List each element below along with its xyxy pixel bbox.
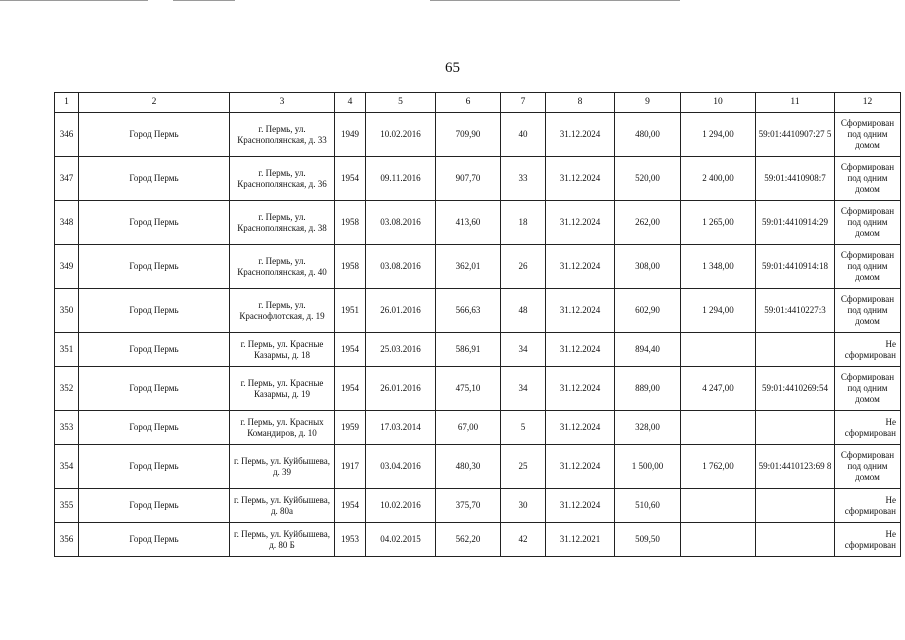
status-cell: Не сформирован (835, 411, 901, 445)
year-cell: 1953 (335, 523, 366, 557)
cadastral-number-cell: 59:01:4410914:29 (756, 201, 835, 245)
year-cell: 1954 (335, 489, 366, 523)
cadastral-number-cell (756, 411, 835, 445)
address-cell: г. Пермь, ул. Красные Казармы, д. 19 (230, 367, 335, 411)
status-cell: Сформирован под одним домом (835, 445, 901, 489)
address-cell: г. Пермь, ул. Краснополянская, д. 36 (230, 157, 335, 201)
year-cell: 1954 (335, 157, 366, 201)
status-cell: Сформирован под одним домом (835, 245, 901, 289)
deadline-cell: 31.12.2024 (546, 245, 615, 289)
municipality-cell: Город Пермь (79, 411, 230, 445)
scan-edge-line-middle (173, 0, 235, 1)
municipality-cell: Город Пермь (79, 445, 230, 489)
table-row (55, 411, 901, 445)
cadastral-number-cell: 59:01:4410914:18 (756, 245, 835, 289)
date-cell: 03.04.2016 (366, 445, 436, 489)
date-cell: 03.08.2016 (366, 201, 436, 245)
percent-cell: 34 (501, 333, 546, 367)
address-cell: г. Пермь, ул. Краснополянская, д. 33 (230, 113, 335, 157)
date-cell: 17.03.2014 (366, 411, 436, 445)
year-cell: 1951 (335, 289, 366, 333)
value10-cell: 4 247,00 (681, 367, 756, 411)
cadastral-number-cell (756, 523, 835, 557)
percent-cell: 26 (501, 245, 546, 289)
value9-cell: 509,50 (615, 523, 681, 557)
percent-cell: 5 (501, 411, 546, 445)
row-number-cell: 349 (55, 245, 79, 289)
date-cell: 10.02.2016 (366, 489, 436, 523)
row-number-cell: 354 (55, 445, 79, 489)
status-cell: Сформирован под одним домом (835, 201, 901, 245)
column-header: 6 (436, 93, 501, 113)
area-cell: 475,10 (436, 367, 501, 411)
row-number-cell: 347 (55, 157, 79, 201)
column-header: 9 (615, 93, 681, 113)
value9-cell: 602,90 (615, 289, 681, 333)
status-cell: Сформирован под одним домом (835, 367, 901, 411)
deadline-cell: 31.12.2021 (546, 523, 615, 557)
percent-cell: 30 (501, 489, 546, 523)
municipality-cell: Город Пермь (79, 113, 230, 157)
table-row (55, 367, 901, 411)
value9-cell: 520,00 (615, 157, 681, 201)
value9-cell: 1 500,00 (615, 445, 681, 489)
date-cell: 04.02.2015 (366, 523, 436, 557)
column-header: 2 (79, 93, 230, 113)
row-number-cell: 353 (55, 411, 79, 445)
area-cell: 362,01 (436, 245, 501, 289)
column-header: 7 (501, 93, 546, 113)
scan-edge-line-left (0, 0, 148, 1)
table-row (55, 289, 901, 333)
date-cell: 10.02.2016 (366, 113, 436, 157)
row-number-cell: 350 (55, 289, 79, 333)
year-cell: 1954 (335, 367, 366, 411)
percent-cell: 40 (501, 113, 546, 157)
table-row (55, 445, 901, 489)
row-number-cell: 355 (55, 489, 79, 523)
row-number-cell: 356 (55, 523, 79, 557)
column-header: 11 (756, 93, 835, 113)
value9-cell: 889,00 (615, 367, 681, 411)
year-cell: 1949 (335, 113, 366, 157)
table-row (55, 157, 901, 201)
column-header: 3 (230, 93, 335, 113)
cadastral-number-cell: 59:01:4410907:27 5 (756, 113, 835, 157)
status-cell: Не сформирован (835, 333, 901, 367)
value10-cell (681, 411, 756, 445)
percent-cell: 42 (501, 523, 546, 557)
cadastral-number-cell: 59:01:4410227:3 (756, 289, 835, 333)
value10-cell (681, 489, 756, 523)
column-header: 1 (55, 93, 79, 113)
year-cell: 1959 (335, 411, 366, 445)
area-cell: 586,91 (436, 333, 501, 367)
date-cell: 26.01.2016 (366, 289, 436, 333)
status-cell: Сформирован под одним домом (835, 113, 901, 157)
deadline-cell: 31.12.2024 (546, 201, 615, 245)
value10-cell: 2 400,00 (681, 157, 756, 201)
value10-cell (681, 523, 756, 557)
value10-cell: 1 348,00 (681, 245, 756, 289)
scan-edge-line-right (430, 0, 680, 1)
table-row (55, 489, 901, 523)
row-number-cell: 348 (55, 201, 79, 245)
page-number: 65 (445, 60, 460, 76)
date-cell: 03.08.2016 (366, 245, 436, 289)
cadastral-number-cell (756, 489, 835, 523)
value10-cell: 1 294,00 (681, 113, 756, 157)
table-row (55, 333, 901, 367)
cadastral-number-cell: 59:01:4410269:54 (756, 367, 835, 411)
cadastral-number-cell: 59:01:4410123:69 8 (756, 445, 835, 489)
date-cell: 26.01.2016 (366, 367, 436, 411)
status-cell: Не сформирован (835, 523, 901, 557)
value10-cell: 1 294,00 (681, 289, 756, 333)
municipality-cell: Город Пермь (79, 523, 230, 557)
deadline-cell: 31.12.2024 (546, 445, 615, 489)
area-cell: 562,20 (436, 523, 501, 557)
address-cell: г. Пермь, ул. Красных Командиров, д. 10 (230, 411, 335, 445)
status-cell: Сформирован под одним домом (835, 289, 901, 333)
value9-cell: 510,60 (615, 489, 681, 523)
column-header: 10 (681, 93, 756, 113)
area-cell: 907,70 (436, 157, 501, 201)
municipality-cell: Город Пермь (79, 367, 230, 411)
column-header: 8 (546, 93, 615, 113)
percent-cell: 34 (501, 367, 546, 411)
deadline-cell: 31.12.2024 (546, 157, 615, 201)
column-header: 4 (335, 93, 366, 113)
year-cell: 1958 (335, 245, 366, 289)
municipality-cell: Город Пермь (79, 157, 230, 201)
deadline-cell: 31.12.2024 (546, 489, 615, 523)
deadline-cell: 31.12.2024 (546, 411, 615, 445)
date-cell: 25.03.2016 (366, 333, 436, 367)
municipality-cell: Город Пермь (79, 333, 230, 367)
deadline-cell: 31.12.2024 (546, 113, 615, 157)
deadline-cell: 31.12.2024 (546, 367, 615, 411)
value10-cell: 1 762,00 (681, 445, 756, 489)
deadline-cell: 31.12.2024 (546, 333, 615, 367)
table-row (55, 113, 901, 157)
date-cell: 09.11.2016 (366, 157, 436, 201)
status-cell: Сформирован под одним домом (835, 157, 901, 201)
area-cell: 480,30 (436, 445, 501, 489)
percent-cell: 18 (501, 201, 546, 245)
cadastral-number-cell: 59:01:4410908:7 (756, 157, 835, 201)
table-header-row (55, 93, 901, 113)
housing-registry-table (54, 92, 901, 557)
percent-cell: 48 (501, 289, 546, 333)
value9-cell: 308,00 (615, 245, 681, 289)
row-number-cell: 346 (55, 113, 79, 157)
area-cell: 413,60 (436, 201, 501, 245)
year-cell: 1958 (335, 201, 366, 245)
value9-cell: 480,00 (615, 113, 681, 157)
area-cell: 67,00 (436, 411, 501, 445)
row-number-cell: 352 (55, 367, 79, 411)
deadline-cell: 31.12.2024 (546, 289, 615, 333)
area-cell: 375,70 (436, 489, 501, 523)
municipality-cell: Город Пермь (79, 489, 230, 523)
address-cell: г. Пермь, ул. Куйбышева, д. 80 Б (230, 523, 335, 557)
percent-cell: 25 (501, 445, 546, 489)
row-number-cell: 351 (55, 333, 79, 367)
percent-cell: 33 (501, 157, 546, 201)
municipality-cell: Город Пермь (79, 201, 230, 245)
value9-cell: 328,00 (615, 411, 681, 445)
address-cell: г. Пермь, ул. Краснополянская, д. 40 (230, 245, 335, 289)
year-cell: 1917 (335, 445, 366, 489)
table-row (55, 523, 901, 557)
column-header: 5 (366, 93, 436, 113)
value10-cell (681, 333, 756, 367)
value9-cell: 262,00 (615, 201, 681, 245)
municipality-cell: Город Пермь (79, 289, 230, 333)
column-header: 12 (835, 93, 901, 113)
value9-cell: 894,40 (615, 333, 681, 367)
address-cell: г. Пермь, ул. Куйбышева, д. 39 (230, 445, 335, 489)
municipality-cell: Город Пермь (79, 245, 230, 289)
table-row (55, 201, 901, 245)
table-row (55, 245, 901, 289)
address-cell: г. Пермь, ул. Краснополянская, д. 38 (230, 201, 335, 245)
value10-cell: 1 265,00 (681, 201, 756, 245)
cadastral-number-cell (756, 333, 835, 367)
status-cell: Не сформирован (835, 489, 901, 523)
address-cell: г. Пермь, ул. Куйбышева, д. 80а (230, 489, 335, 523)
address-cell: г. Пермь, ул. Красные Казармы, д. 18 (230, 333, 335, 367)
area-cell: 566,63 (436, 289, 501, 333)
year-cell: 1954 (335, 333, 366, 367)
area-cell: 709,90 (436, 113, 501, 157)
address-cell: г. Пермь, ул. Краснофлотская, д. 19 (230, 289, 335, 333)
